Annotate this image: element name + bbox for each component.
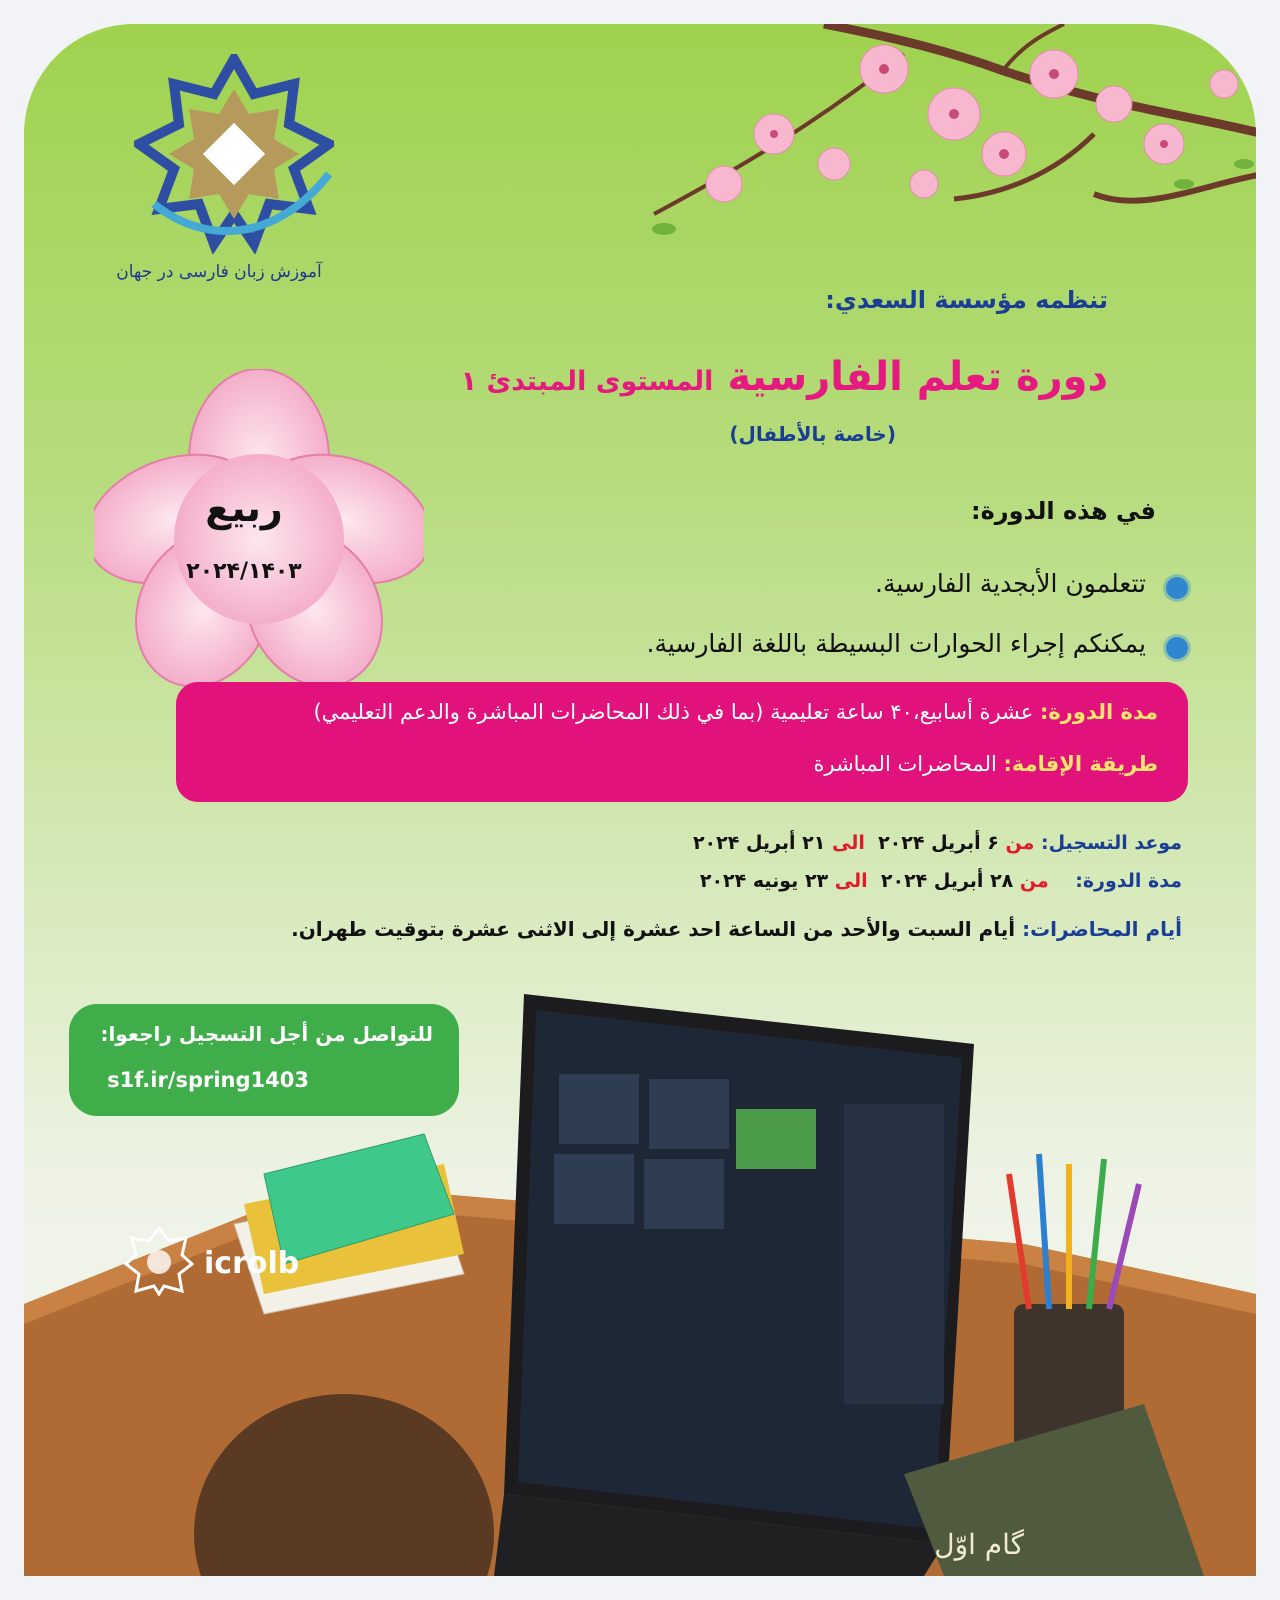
book-title-text: گام اوّل [934,1528,1024,1561]
method-row [813,752,1158,776]
bullet-star-icon [1166,637,1188,659]
duration-key: مدة الدورة: [1040,700,1158,724]
lecture-days [291,917,1182,941]
bullet-text: تتعلمون الأبجدية الفارسية. [875,569,1146,598]
course-end: ۲۳ يونيه ۲۰۲۴ [699,870,829,892]
contact-label: للتواصل من أجل التسجيل راجعوا: [100,1022,433,1046]
course-dates-key: مدة الدورة: [1075,870,1182,892]
course-subtitle: (خاصة بالأطفال) [729,422,896,446]
method-key: طريقة الإقامة: [1003,752,1158,776]
bullet-item [875,569,1146,598]
registration-start: ۶ أبريل ۲۰۲۴ [878,832,999,854]
registration-dates [693,832,1182,854]
registration-key: موعد التسجيل: [1041,832,1182,854]
bullet-text: يمكنكم إجراء الحوارات البسيطة باللغة الفارسية. [646,629,1146,658]
season-word: ربيع [205,486,283,530]
registration-end: ۲۱ أبريل ۲۰۲۴ [692,832,826,854]
poster [24,24,1256,1576]
organizer-text: تنظمه مؤسسة السعدي: [825,286,1108,314]
bullet-item [647,629,1147,658]
course-title-main: دورة تعلم الفارسية [727,354,1108,400]
from-label: من [1005,832,1035,854]
logo-caption: آموزش زبان فارسی در جهان [116,262,322,282]
course-start: ۲۸ أبريل ۲۰۲۴ [880,870,1014,892]
method-value: المحاضرات المباشرة [813,752,997,776]
lecture-days-key: أيام المحاضرات: [1022,917,1182,941]
duration-value: عشرة أسابيع،۴۰ ساعة تعليمية (بما في ذلك المحاضرات المباشرة والدعم التعليمي) [313,700,1034,724]
course-dates [700,870,1182,892]
bullet-star-icon [1166,577,1188,599]
saadi-foundation-logo [104,54,334,314]
registration-link[interactable]: s1f.ir/spring1403 [107,1068,309,1092]
icro-emblem-icon [124,1226,194,1296]
blossom-branch-illustration [624,24,1256,254]
contact-box [69,1004,459,1116]
course-info-box [176,682,1188,802]
icrolb-logo-text: icrolb [204,1246,300,1281]
season-year: ۲۰۲۴/۱۴۰۳ [186,559,302,584]
to-label: الى [831,832,865,854]
course-title [461,354,1108,400]
in-course-heading: في هذه الدورة: [971,497,1156,525]
course-title-level: المستوى المبتدئ ١ [460,366,714,397]
duration-row [313,700,1158,724]
star-logo-icon [134,54,334,254]
lecture-days-value: أيام السبت والأحد من الساعة احد عشرة إلى الاثنى عشرة بتوقيت طهران. [291,917,1016,941]
from-label: من [1019,870,1049,892]
to-label: الى [834,870,868,892]
